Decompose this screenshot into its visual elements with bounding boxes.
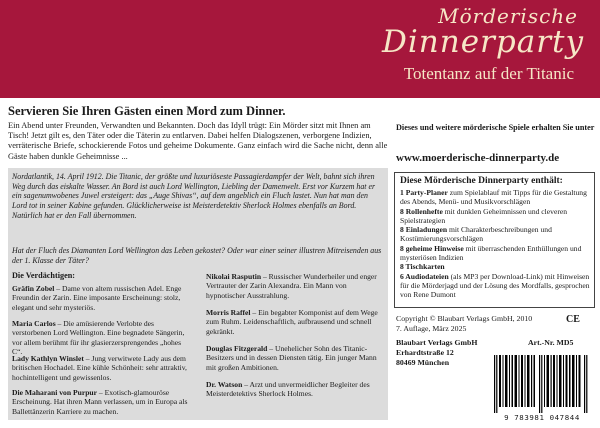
barcode-icon (490, 355, 594, 413)
suspect-entry (206, 380, 384, 399)
contents-title: Diese Mörderische Dinnerparty enthält: (400, 176, 563, 186)
contents-item-desc: mit Charakterbeschreibungen und Kostümierungsvorschlägen (400, 225, 552, 244)
header-banner (0, 0, 600, 98)
suspect-entry (206, 308, 384, 336)
story-text: Nordatlantik, 14. April 1912. Die Titanic, der größte und luxuriöseste Passagierdampfer der Welt, bahnt sich ihren Weg durch das eiskalte Wasser. An Bord ist auch Lord Wellington, Liebling der Damenwelt. Erst vor Kurzem hat er ein sagenumwobenes Juwel ersteigert: das „Auge Shivas“, auf dem angeblich ein Fluch lastet. Nun hat man den Lord tot in seiner Kabine gefunden. Glücklicherweise ist Meisterdetektiv Sherlock Holmes ebenfalls an Bord. Natürlich hat er den Fall übernommen. (12, 172, 376, 220)
more-games-text: Dieses und weitere mörderische Spiele erhalten Sie unter (396, 123, 595, 132)
contents-item-desc: mit überraschenden Enthüllungen und mysteriösen Indizien (400, 243, 582, 263)
suspect-entry (12, 354, 190, 382)
suspect-name: Douglas Fitzgerald (206, 344, 268, 353)
contents-item-desc: mit dunklen Geheimnissen und cleveren Spielstrategien (400, 206, 568, 225)
contents-list (400, 188, 590, 300)
suspect-name: Dr. Watson (206, 380, 243, 389)
intro-title: Servieren Sie Ihren Gästen einen Mord zum Dinner. (8, 104, 286, 118)
suspect-entry (206, 272, 384, 300)
contents-item (400, 244, 590, 263)
contents-item-count: 6 Audiodateien (400, 271, 449, 281)
article-number: Art.-Nr. MD5 (528, 338, 574, 347)
contents-item-count: 8 Einladungen (400, 225, 448, 235)
contents-item (400, 225, 590, 244)
contents-item-desc: zum Spielablauf mit Tipps für die Gestaltung des Abends, Menü- und Musikvorschlägen (400, 188, 587, 207)
suspect-desc: – Jung verwitwete Lady aus dem britischen Hochadel. Eine kühle Schönheit: sehr attraktiv, hochintelligent und gewissenlos. (12, 354, 187, 382)
contents-item (400, 188, 590, 207)
brand-title-line1: Mörderische (438, 4, 578, 28)
suspect-entry (206, 344, 384, 372)
suspect-entry (12, 284, 190, 312)
story-question: Hat der Fluch des Diamanten Lord Wellington das Leben gekostet? Oder war einer seiner illustren Mitreisenden aus der 1. Klasse der Täter? (12, 246, 382, 265)
publisher-city: 80469 München (396, 357, 450, 367)
suspect-desc: – Russischer Wunderheiler und enger Vertrauter der Zarin Alexandra. Ein Mann von hypnotischer Ausstrahlung. (206, 272, 377, 300)
suspect-name: Lady Kathlyn Winslet (12, 354, 84, 363)
barcode-number: 9 783981 047844 (504, 413, 580, 422)
suspect-desc: – Arzt und unvermeidlicher Begleiter des Meisterdetektivs Sherlock Holmes. (206, 380, 370, 399)
suspects-heading: Die Verdächtigen: (12, 271, 75, 280)
publisher-street: Erhardtstraße 12 (396, 347, 454, 357)
contents-item (400, 262, 590, 271)
contents-item-count: 1 Party-Planer (400, 188, 448, 197)
suspect-name: Nikolai Rasputin (206, 272, 262, 281)
contents-item-desc: (als MP3 per Download-Link) mit Hinweisen für die Mörderjagd und der Lösung des Mordfalls, gesprochen von Rene Dumont (400, 271, 590, 300)
suspect-entry (12, 388, 190, 416)
game-subtitle: Totentanz auf der Titanic (403, 64, 574, 83)
contents-box (394, 172, 595, 308)
suspect-desc: – Unehelicher Sohn des Titanic-Besitzers und in dessen Diensten tätig. Ein junger Mann mit großen Ambitionen. (206, 344, 377, 372)
suspect-name: Die Maharani von Purpur (12, 388, 98, 397)
contents-item-count: 8 Rollenhefte (400, 206, 443, 216)
contents-item-count: 8 Tischkarten (400, 262, 445, 272)
suspect-name: Gräfin Zobel (12, 284, 55, 293)
suspect-entry (12, 319, 190, 357)
intro-text: Ein Abend unter Freunden, Verwandten und Bekannten. Doch das Idyll trügt: Ein Mörder sitzt mit Ihnen am Tisch! Jetzt gilt es, den Täter oder die Täterin zu entlarven. Dabei helfen Dialogszenen, verborgene Indizien, verräterische Briefe, schockierende Fotos und geheime Dokumente. Ganz einfach wird die Sache nicht, denn alle Gäste haben dunkle Geheimnisse ... (8, 121, 388, 161)
copyright-line: Copyright © Blaubart Verlags GmbH, 2010 (396, 314, 533, 323)
intro-section (8, 104, 388, 162)
edition-line: 7. Auflage, März 2025 (396, 323, 467, 333)
barcode (488, 353, 596, 424)
suspect-desc: – Ein begabter Komponist auf dem Wege zum Ruhm. Leidenschaftlich, aufbrausend und schnell gekränkt. (206, 308, 378, 336)
suspect-desc: – Dame von altem russischen Adel. Enge Freundin der Zarin. Eine imposante Erscheinung: stolz, elegant und sehr mysteriös. (12, 284, 182, 312)
contents-item-count: 8 geheime Hinweise (400, 243, 464, 253)
suspect-name: Maria Carlos (12, 319, 56, 328)
suspect-name: Morris Raffel (206, 308, 251, 317)
publisher-name: Blaubart Verlags GmbH (396, 338, 478, 347)
contents-item (400, 207, 590, 226)
story-panel (8, 168, 388, 420)
website-link[interactable]: www.moerderische-dinnerparty.de (396, 152, 560, 164)
suspect-desc: – Die amüsierende Verlobte des verstorbenen Lord Wellington. Eine begnadete Sängerin, vor allem berühmt für ihr glasierzersprengendes „hohes C“. (12, 319, 185, 357)
brand-title-line2: Dinnerparty (382, 24, 584, 60)
contents-item (400, 272, 590, 300)
copyright-notice (396, 314, 556, 333)
ce-mark: CE (566, 314, 580, 325)
suspect-desc: – Exotisch-glamouröse Erscheinung. Hat ihren Mann verlassen, um in Europa als Ballettänzerin Karriere zu machen. (12, 388, 188, 416)
